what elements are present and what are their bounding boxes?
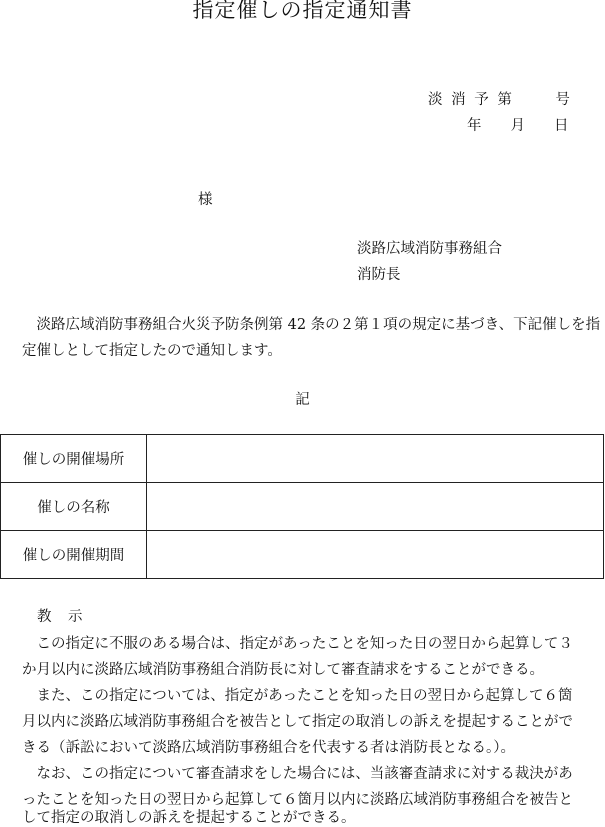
sender-title: 消防長 <box>357 267 401 283</box>
notice-line: して指定の取消しの訴えを提起することができる。 <box>22 810 356 826</box>
row-label-name: 催しの名称 <box>1 483 147 531</box>
notice-line: きる（訴訟において淡路広域消防事務組合を代表する者は消防長となる。）。 <box>22 740 515 756</box>
sender-organization: 淡路広域消防事務組合 <box>357 241 502 257</box>
body-paragraph: 淡路広域消防事務組合火災予防条例第 42 条の２第１項の規定に基づき、下記催しを指定催しとして指定したので通知します。 <box>22 317 601 359</box>
notice-line: 月以内に淡路広域消防事務組合を被告として指定の取消しの訴えを提起することがで <box>22 714 573 730</box>
row-value-name <box>147 483 604 531</box>
table-row <box>1 435 604 483</box>
issue-date: 年 月 日 <box>467 118 569 134</box>
addressee-suffix: 様 <box>198 192 213 208</box>
document-number: 淡 消 予 第 号 <box>428 92 570 108</box>
row-label-period: 催しの開催期間 <box>1 531 147 579</box>
ki-heading: 記 <box>295 392 310 408</box>
notice-line: なお、この指定について審査請求をした場合には、当該審査請求に対する裁決があ <box>22 766 573 782</box>
row-value-venue <box>147 435 604 483</box>
notice-heading: 教 示 <box>37 609 84 625</box>
notice-line: ったことを知った日の翌日から起算して６箇月以内に淡路広域消防事務組合を被告と <box>22 792 573 808</box>
notice-line: この指定に不服のある場合は、指定があったことを知った日の翌日から起算して３ <box>22 636 573 652</box>
row-label-venue: 催しの開催場所 <box>1 435 147 483</box>
table-row <box>1 531 604 579</box>
page-title: 指定催しの指定通知書 <box>192 0 413 22</box>
notice-line: か月以内に淡路広域消防事務組合消防長に対して審査請求をすることができる。 <box>22 662 544 678</box>
table-row <box>1 483 604 531</box>
row-value-period <box>147 531 604 579</box>
details-table <box>0 434 604 579</box>
notice-line: また、この指定については、指定があったことを知った日の翌日から起算して６箇 <box>22 688 573 704</box>
